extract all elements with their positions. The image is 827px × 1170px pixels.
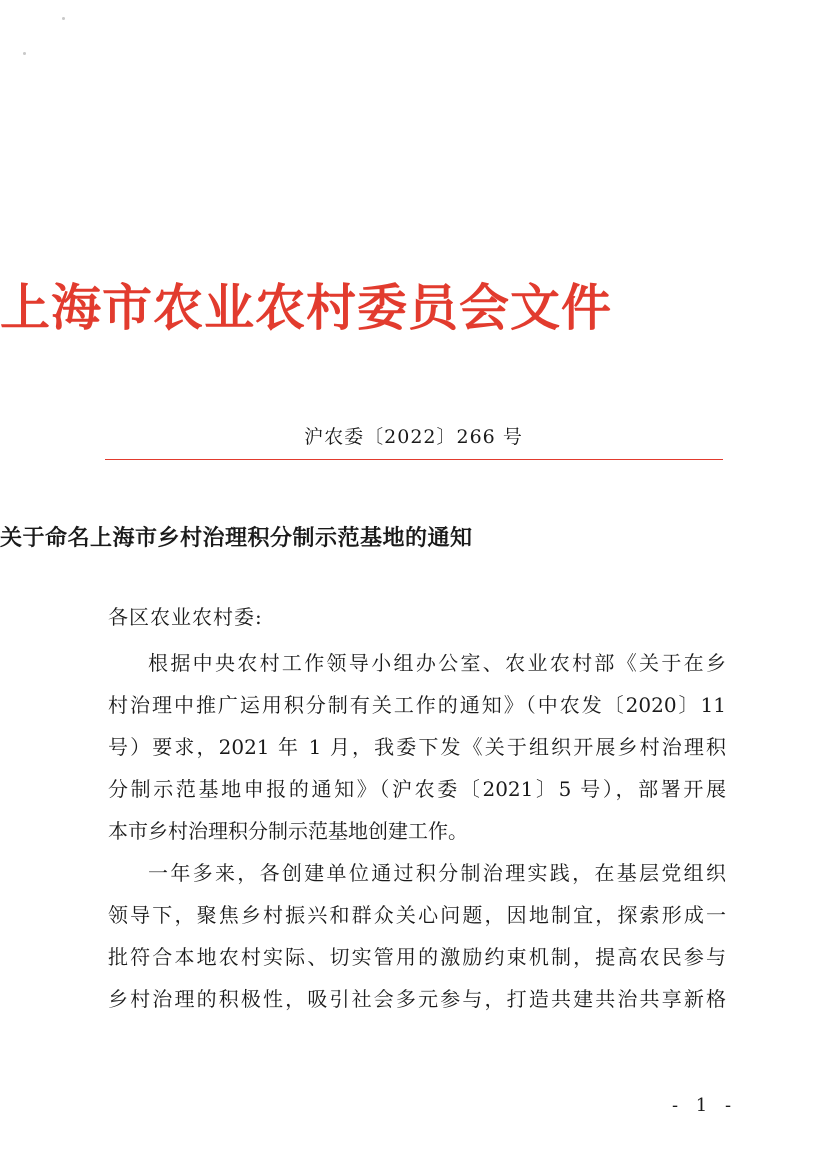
paragraph-1-line-3: 号）要求，2021 年 1 月，我委下发《关于组织开展乡村治理积: [108, 735, 726, 759]
paragraph-2-line-2: 领导下，聚焦乡村振兴和群众关心问题，因地制宜，探索形成一: [108, 903, 726, 927]
page-number: - 1 -: [672, 1095, 738, 1116]
paragraph-1-line-5: 本市乡村治理积分制示范基地创建工作。: [108, 819, 468, 843]
paragraph-2-line-4: 乡村治理的积极性，吸引社会多元参与，打造共建共治共享新格: [108, 987, 726, 1011]
paragraph-1-line-2: 村治理中推广运用积分制有关工作的通知》（中农发〔2020〕11: [108, 693, 726, 717]
salutation: 各区农业农村委:: [108, 605, 263, 629]
paragraph-2-line-3: 批符合本地农村实际、切实管用的激励约束机制，提高农民参与: [108, 945, 726, 969]
issuer-header-title: 上海市农业农村委员会文件: [0, 278, 612, 337]
paragraph-1-line-4: 分制示范基地申报的通知》（沪农委〔2021〕5 号），部署开展: [108, 777, 726, 801]
document-number: 沪农委〔2022〕266 号: [304, 426, 523, 448]
notice-title: 关于命名上海市乡村治理积分制示范基地的通知: [0, 525, 473, 551]
scan-speck: [62, 17, 65, 20]
red-divider-rule: [105, 459, 723, 460]
paragraph-1-line-1: 根据中央农村工作领导小组办公室、农业农村部《关于在乡: [148, 651, 726, 675]
paragraph-2-line-1: 一年多来，各创建单位通过积分制治理实践，在基层党组织: [148, 861, 726, 885]
scan-speck: [23, 52, 26, 55]
